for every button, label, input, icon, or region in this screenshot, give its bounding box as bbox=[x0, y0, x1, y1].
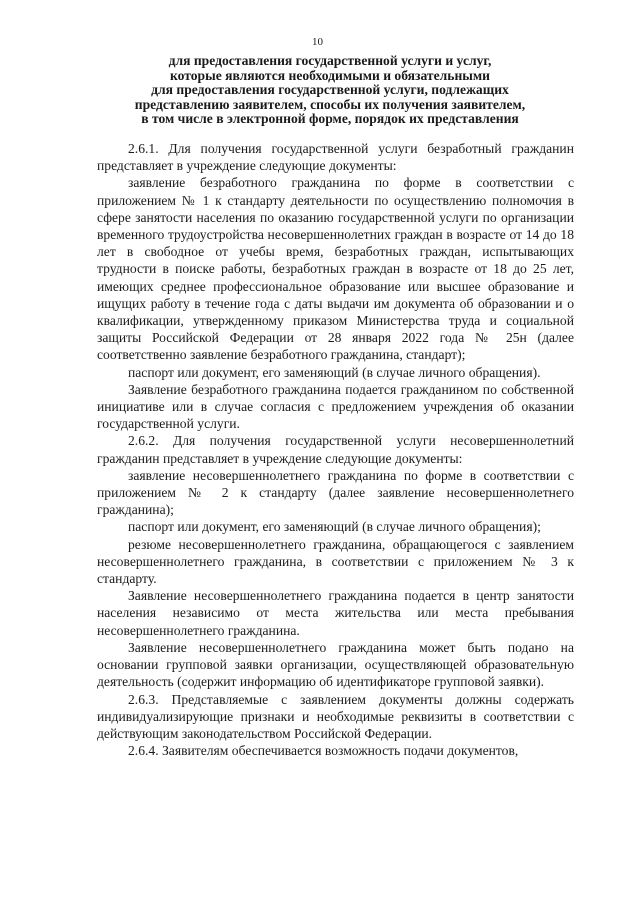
paragraph: заявление безработного гражданина по форме в соответствии с приложением № 1 к стандарту деятельности по осуществлению полномочия в сфере занятости населения по оказанию государственной услуги по организации временного трудоустройства несовершеннолетних граждан в возрасте от 14 до 18 лет в свободное от учебы время, безработных граждан, испытывающих трудности в поиске работы, безработных граждан в возрасте от 18 до 25 лет, имеющих среднее профессиональное образование или высшее образование и ищущих работу в течение года с даты выдачи им документа об образовании и о квалификации, утвержденному приказом Министерства труда и социальной защиты Российской Федерации от 28 января 2022 года № 25н (далее соответственно заявление безработного гражданина, стандарт); bbox=[97, 175, 574, 363]
paragraph: Заявление безработного гражданина подается гражданином по собственной инициативе или в случае согласия с предложением учреждения об оказании государственной услуги. bbox=[97, 381, 574, 432]
paragraph: Заявление несовершеннолетнего гражданина может быть подано на основании групповой заявки организации, осуществляющей образовательную деятельность (содержит информацию об идентификаторе групповой заявки). bbox=[97, 639, 574, 690]
heading-line: для предоставления государственной услуги, подлежащих bbox=[151, 82, 509, 98]
paragraph: Заявление несовершеннолетнего гражданина подается в центр занятости населения независимо от места жительства или места пребывания несовершеннолетнего гражданина. bbox=[97, 588, 574, 638]
section-heading bbox=[120, 54, 540, 127]
heading-line: в том числе в электронной форме, порядок их представления bbox=[141, 111, 519, 127]
heading-line: для предоставления государственной услуги и услуг, bbox=[168, 53, 492, 68]
paragraph: 2.6.1. Для получения государственной услуги безработный гражданин представляет в учреждение следующие документы: bbox=[97, 141, 574, 174]
paragraph: заявление несовершеннолетнего гражданина по форме в соответствии с приложением № 2 к стандарту (далее заявление несовершеннолетнего гражданина); bbox=[97, 467, 574, 518]
document-body bbox=[97, 140, 574, 759]
heading-line: которые являются необходимыми и обязательными bbox=[169, 67, 491, 83]
page-number: 10 bbox=[312, 36, 323, 48]
paragraph: резюме несовершеннолетнего гражданина, обращающегося с заявлением несовершеннолетнего гражданина, в соответствии с приложением № 3 к стандарту. bbox=[97, 536, 574, 587]
paragraph: паспорт или документ, его заменяющий (в случае личного обращения); bbox=[128, 519, 541, 535]
paragraph: 2.6.2. Для получения государственной услуги несовершеннолетний гражданин представляет в учреждение следующие документы: bbox=[97, 433, 574, 466]
paragraph: 2.6.4. Заявителям обеспечивается возможность подачи документов, bbox=[128, 743, 519, 759]
heading-line: представлению заявителем, способы их получения заявителем, bbox=[134, 96, 526, 112]
paragraph: паспорт или документ, его заменяющий (в случае личного обращения). bbox=[128, 364, 541, 380]
paragraph: 2.6.3. Представляемые с заявлением документы должны содержать индивидуализирующие признаки и необходимые реквизиты в соответствии с действующим законодательством Российской Федерации. bbox=[97, 691, 574, 741]
